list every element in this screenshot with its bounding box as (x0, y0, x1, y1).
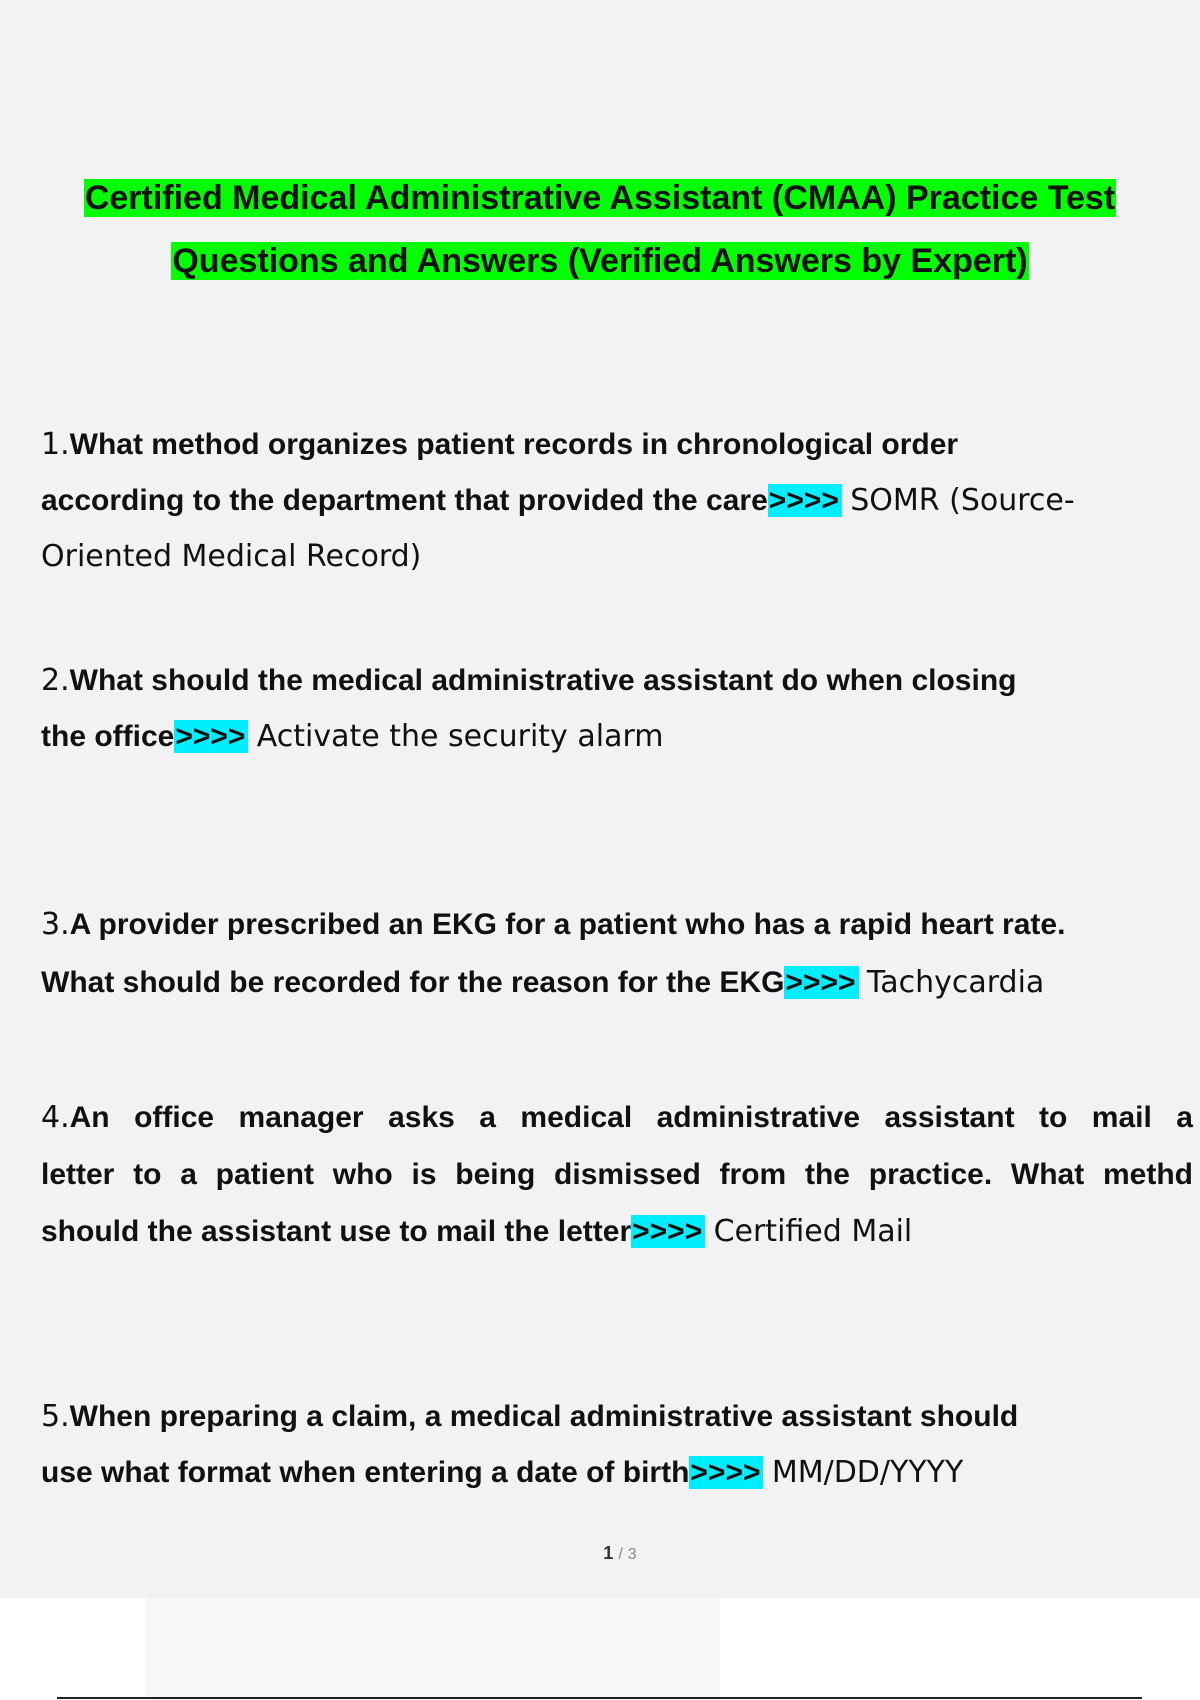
answer-text: Certified Mail (713, 1214, 913, 1249)
question-2 (41, 653, 1193, 765)
answer-arrow: >>>> (768, 484, 842, 517)
answer-text: Oriented Medical Record) (41, 539, 422, 574)
page-indicator (0, 1543, 1200, 1564)
next-page-preview (0, 1598, 1200, 1700)
total-pages: 3 (627, 1546, 637, 1563)
document-title-line-1: Certified Medical Administrative Assistant (CMAA) Practice Test (84, 179, 1116, 217)
question-text: An office manager asks a medical administrative assistant to mail a (69, 1101, 1193, 1134)
current-page: 1 (603, 1543, 614, 1563)
question-1 (41, 417, 1193, 585)
page-separator: / (618, 1546, 623, 1563)
question-text: What should be recorded for the reason for the EKG (41, 966, 785, 999)
answer-arrow: >>>> (784, 966, 858, 999)
question-number: 2. (41, 663, 70, 698)
question-number: 4. (41, 1100, 70, 1135)
question-text: letter to a patient who is being dismissed from the practice. What methd (41, 1158, 1193, 1191)
question-text: the office (41, 720, 175, 753)
question-text: What method organizes patient records in chronological order (69, 428, 959, 461)
question-number: 1. (41, 427, 70, 462)
question-text: A provider prescribed an EKG for a patient who has a rapid heart rate. (69, 908, 1066, 941)
answer-text: Activate the security alarm (256, 719, 664, 754)
question-4 (41, 1089, 1193, 1260)
next-page-shade (145, 1598, 720, 1700)
answer-arrow: >>>> (631, 1215, 705, 1248)
answer-text: SOMR (Source- (850, 483, 1075, 518)
question-text: according to the department that provided the care (41, 484, 768, 517)
answer-text: Tachycardia (866, 965, 1045, 1000)
question-number: 3. (41, 907, 70, 942)
answer-arrow: >>>> (174, 720, 248, 753)
answer-text: MM/DD/YYYY (771, 1455, 964, 1490)
answer-arrow: >>>> (689, 1456, 763, 1489)
question-3 (41, 896, 1193, 1012)
question-text: What should the medical administrative assistant do when closing (69, 664, 1017, 697)
document-title-line-2: Questions and Answers (Verified Answers by Expert) (172, 242, 1028, 280)
question-number: 5. (41, 1399, 70, 1434)
question-text: use what format when entering a date of birth (41, 1456, 690, 1489)
question-5 (41, 1389, 1193, 1501)
question-text: should the assistant use to mail the letter (41, 1215, 632, 1248)
page-divider-rule (57, 1697, 1142, 1699)
question-text: When preparing a claim, a medical administrative assistant should (69, 1400, 1019, 1433)
